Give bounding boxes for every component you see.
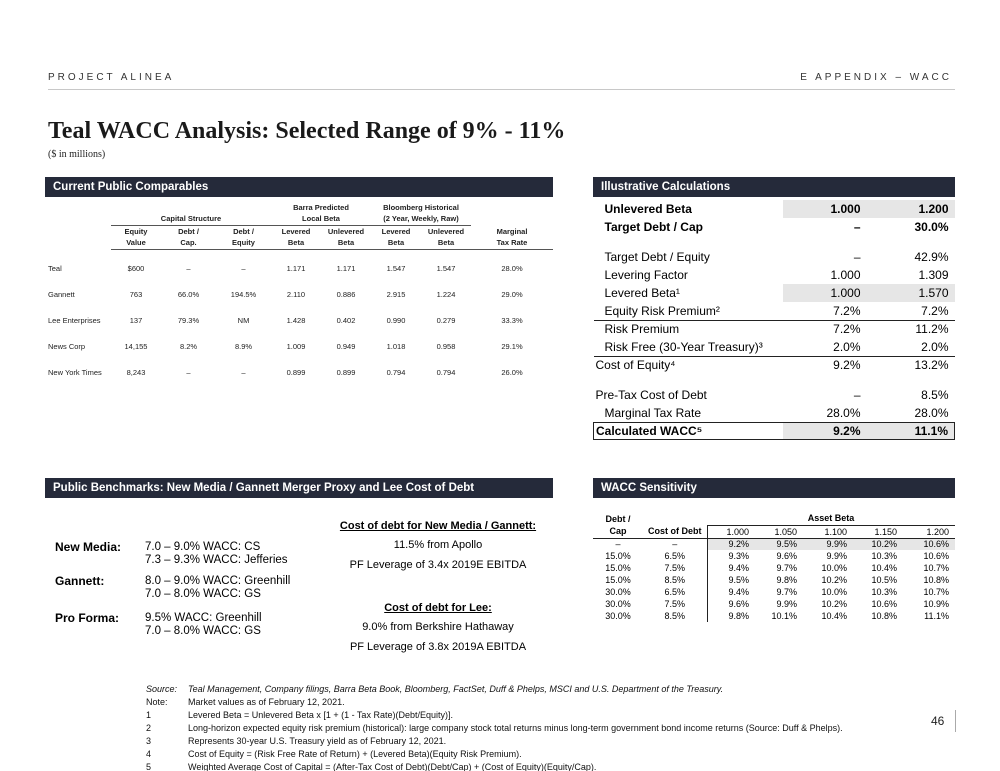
sens-wacc-value: 10.6% <box>903 538 955 550</box>
benchmark-line: 9.5% WACC: Greenhill <box>145 612 262 624</box>
comps-cell: 28.0% <box>501 263 523 273</box>
comps-cell: 66.0% <box>177 289 200 299</box>
calc-value: 11.2% <box>915 322 949 337</box>
benchmarks-section-bar: Public Benchmarks: New Media / Gannett Merger Proxy and Lee Cost of Debt <box>45 478 553 498</box>
calc-label: Risk Free (30-Year Treasury)³ <box>594 338 783 356</box>
col-header: Beta <box>371 237 421 249</box>
comps-cell: – <box>186 367 191 377</box>
footnote <box>146 761 843 771</box>
sensitivity-row <box>593 538 955 550</box>
page-number-divider <box>955 710 956 732</box>
footnote-key: 1 <box>146 710 152 720</box>
comps-cell: – <box>241 263 246 273</box>
comps-cell: – <box>241 367 246 377</box>
sens-cost-of-debt: – <box>643 538 707 550</box>
footnote <box>146 748 843 761</box>
page-title: Teal WACC Analysis: Selected Range of 9% - 11% <box>48 118 566 144</box>
page-number: 46 <box>931 714 945 728</box>
comps-cell: 763 <box>129 289 143 299</box>
sens-header-asset-beta: Asset Beta <box>707 512 955 525</box>
col-header: Cap. <box>161 237 216 249</box>
debt-lee-line: 9.0% from Berkshire Hathaway <box>362 621 514 633</box>
debt-newmedia-line: PF Leverage of 3.4x 2019E EBITDA <box>349 559 527 571</box>
sens-debt-cap: 30.0% <box>605 587 631 597</box>
comps-cell: 0.958 <box>436 341 456 351</box>
footnote-key: Note: <box>146 697 168 707</box>
comps-cell: 2.110 <box>286 289 306 299</box>
sens-debt-cap: 15.0% <box>605 563 631 573</box>
calc-value: – <box>853 220 861 234</box>
comps-cell: $600 <box>127 263 145 273</box>
wacc-value-high: 11.1% <box>865 422 955 439</box>
sens-wacc-value: 11.1% <box>924 611 949 621</box>
sens-header-debt: Debt / <box>605 513 631 524</box>
calc-value: 28.0% <box>826 405 861 420</box>
comps-cell: 0.279 <box>436 315 456 325</box>
footnote-text: Cost of Equity = (Risk Free Rate of Return) + (Levered Beta)(Equity Risk Premium). <box>188 749 522 759</box>
barra-subheader: Local Beta <box>271 213 371 225</box>
sens-header-cap: Cap <box>609 526 627 537</box>
comps-cell: 0.899 <box>286 367 306 377</box>
calc-label: Target Debt / Equity <box>604 250 710 264</box>
sens-wacc-value: 9.8% <box>707 610 755 622</box>
comps-cell: 0.794 <box>436 367 456 377</box>
comps-section-bar: Current Public Comparables <box>45 177 553 197</box>
comps-cell: 1.428 <box>286 315 306 325</box>
sens-wacc-value: 10.4% <box>821 611 847 621</box>
company-name: New York Times <box>48 367 102 377</box>
wacc-value-low: 9.2% <box>783 422 865 439</box>
col-header: Unlevered <box>327 226 365 236</box>
col-header: Levered <box>381 226 411 236</box>
calc-value: 1.570 <box>865 284 955 302</box>
sensitivity-section-bar: WACC Sensitivity <box>593 478 955 498</box>
sens-wacc-value: 10.4% <box>871 563 897 573</box>
comps-cell: 29.1% <box>501 341 523 351</box>
footnote-text: Teal Management, Company filings, Barra Beta Book, Bloomberg, FactSet, Duff & Phelps, MSCI and U.S. Department of the Treasury. <box>188 684 724 694</box>
comps-cell: – <box>186 263 191 273</box>
comps-row <box>45 333 553 359</box>
footnote <box>146 696 843 709</box>
calc-label: Levering Factor <box>604 268 688 282</box>
footnote <box>146 735 843 748</box>
comps-cell: 0.899 <box>336 367 356 377</box>
col-header: Marginal <box>496 226 528 236</box>
sens-wacc-value: 9.5% <box>755 538 803 550</box>
calc-value: 7.2% <box>833 322 861 337</box>
sens-beta-header: 1.100 <box>824 526 847 537</box>
comps-cell: 8.9% <box>234 341 253 351</box>
debt-lee-block <box>330 602 546 653</box>
comps-cell: 1.018 <box>386 341 406 351</box>
sens-beta-header: 1.200 <box>926 526 949 537</box>
sens-wacc-value: 10.3% <box>871 587 897 597</box>
calc-value: 42.9% <box>914 250 949 264</box>
calc-label: Equity Risk Premium² <box>594 302 783 320</box>
comps-row <box>45 281 553 307</box>
comps-cell: 0.990 <box>386 315 406 325</box>
debt-newmedia-heading: Cost of debt for New Media / Gannett: <box>339 520 537 532</box>
sens-debt-cap: 30.0% <box>605 611 631 621</box>
header-section-name: E APPENDIX – WACC <box>800 72 952 83</box>
footnote <box>146 709 843 722</box>
sens-wacc-value: 9.9% <box>776 599 797 609</box>
company-name: Teal <box>48 263 62 273</box>
benchmark-line: 7.3 – 9.3% WACC: Jefferies <box>145 554 288 566</box>
col-header: Tax Rate <box>471 237 553 249</box>
benchmark-line: 7.0 – 9.0% WACC: CS <box>145 541 261 553</box>
comps-cell: 79.3% <box>177 315 200 325</box>
bloomberg-subheader: (2 Year, Weekly, Raw) <box>371 213 471 225</box>
capital-structure-header: Capital Structure <box>111 213 271 225</box>
calc-label: Unlevered Beta <box>604 202 692 216</box>
calc-value: – <box>853 250 861 264</box>
comps-cell: 1.547 <box>386 263 406 273</box>
benchmark-line: 7.0 – 8.0% WACC: GS <box>145 625 261 637</box>
sens-wacc-value: 10.2% <box>821 599 847 609</box>
header-project-name: PROJECT ALINEA <box>48 72 175 83</box>
footnote <box>146 683 843 696</box>
comps-cell: 137 <box>129 315 143 325</box>
col-header: Equity <box>216 237 271 249</box>
sens-wacc-value: 10.1% <box>771 611 797 621</box>
debt-lee-line: PF Leverage of 3.8x 2019A EBITDA <box>349 641 527 653</box>
footnote-key: 3 <box>146 736 152 746</box>
sens-wacc-value: 10.7% <box>923 563 949 573</box>
comps-cell: 0.402 <box>336 315 356 325</box>
sens-beta-header: 1.150 <box>874 526 897 537</box>
calc-value: 7.2% <box>783 302 865 320</box>
calc-value: 1.200 <box>865 200 955 218</box>
calc-value: 1.000 <box>783 284 865 302</box>
col-header: Debt / <box>233 226 254 236</box>
benchmark-label-pro-forma: Pro Forma: <box>55 611 120 625</box>
benchmark-line: 7.0 – 8.0% WACC: GS <box>145 588 261 600</box>
col-header: Beta <box>321 237 371 249</box>
sens-debt-cap: 30.0% <box>605 599 631 609</box>
sens-wacc-value: 10.7% <box>923 587 949 597</box>
comps-cell: 0.949 <box>336 341 356 351</box>
sens-wacc-value: 9.7% <box>776 587 797 597</box>
sens-debt-cap: 15.0% <box>605 551 631 561</box>
sens-wacc-value: 9.9% <box>826 551 847 561</box>
calc-label: Risk Premium <box>604 322 680 337</box>
comps-cell: 0.794 <box>386 367 406 377</box>
comps-cell: 33.3% <box>501 315 523 325</box>
footnote-key: 5 <box>146 762 152 771</box>
sens-cost-of-debt: 8.5% <box>664 575 685 585</box>
comps-cell: 194.5% <box>230 289 257 299</box>
comps-cell: 14,155 <box>124 341 148 351</box>
wacc-label: Calculated WACC⁵ <box>594 422 783 439</box>
sens-wacc-value: 9.2% <box>707 538 755 550</box>
comps-cell: 8.2% <box>179 341 198 351</box>
col-header: Unlevered <box>427 226 465 236</box>
calc-label: Levered Beta¹ <box>604 286 680 300</box>
sens-debt-cap: – <box>593 538 643 550</box>
footnote <box>146 722 843 735</box>
sens-wacc-value: 10.0% <box>821 563 847 573</box>
sens-wacc-value: 10.2% <box>821 575 847 585</box>
footnote-text: Represents 30-year U.S. Treasury yield as of February 12, 2021. <box>188 736 447 746</box>
calc-value: 1.000 <box>783 200 865 218</box>
benchmark-text-new-media <box>145 541 288 567</box>
benchmark-label-gannett: Gannett: <box>55 574 105 588</box>
calc-value: 2.0% <box>783 338 865 356</box>
calc-label: Pre-Tax Cost of Debt <box>595 388 707 402</box>
sens-wacc-value: 10.0% <box>821 587 847 597</box>
calc-value: 1.000 <box>830 268 861 282</box>
sens-wacc-value: 9.4% <box>707 562 755 574</box>
sens-wacc-value: 9.9% <box>803 538 853 550</box>
footnote-text: Levered Beta = Unlevered Beta x [1 + (1 - Tax Rate)(Debt/Equity)]. <box>188 710 453 720</box>
col-header: Value <box>111 237 161 249</box>
sensitivity-row <box>593 586 955 598</box>
company-name: Lee Enterprises <box>48 315 101 325</box>
sens-header-cost: Cost of Debt <box>648 526 702 537</box>
sens-wacc-value: 10.2% <box>853 538 903 550</box>
calc-value: 2.0% <box>865 338 955 356</box>
sens-wacc-value: 9.8% <box>776 575 797 585</box>
sens-wacc-value: 10.6% <box>871 599 897 609</box>
debt-lee-heading: Cost of debt for Lee: <box>384 602 492 614</box>
comps-row <box>45 359 553 385</box>
comps-cell: 26.0% <box>501 367 523 377</box>
barra-header: Barra Predicted <box>293 202 349 212</box>
col-header: Beta <box>421 237 471 249</box>
col-header: Beta <box>271 237 321 249</box>
calcs-section-bar: Illustrative Calculations <box>593 177 955 197</box>
comps-table <box>45 201 553 385</box>
sens-wacc-value: 9.6% <box>776 551 797 561</box>
calc-value: – <box>853 388 861 402</box>
sens-cost-of-debt: 7.5% <box>664 599 685 609</box>
header-divider <box>48 89 955 90</box>
footnote-text: Market values as of February 12, 2021. <box>188 697 345 707</box>
sens-cost-of-debt: 7.5% <box>664 563 685 573</box>
comps-cell: 1.547 <box>436 263 456 273</box>
calc-value: 30.0% <box>914 220 949 234</box>
calc-value: 8.5% <box>921 388 949 402</box>
debt-newmedia-line: 11.5% from Apollo <box>393 539 483 551</box>
sens-cost-of-debt: 6.5% <box>664 551 685 561</box>
page-subtitle: ($ in millions) <box>48 149 106 160</box>
footnote-text: Weighted Average Cost of Capital = (After-Tax Cost of Debt)(Debt/Cap) + (Cost of Equity)(Equity/Cap). <box>188 762 597 771</box>
sens-cost-of-debt: 6.5% <box>664 587 685 597</box>
sens-wacc-value: 9.7% <box>776 563 797 573</box>
sensitivity-row <box>593 598 955 610</box>
sens-wacc-value: 10.5% <box>871 575 897 585</box>
comps-cell: 1.224 <box>436 289 456 299</box>
comps-cell: NM <box>237 315 250 325</box>
comps-cell: 1.171 <box>336 263 356 273</box>
company-name: News Corp <box>48 341 86 351</box>
footnote-text: Long-horizon expected equity risk premium (historical): large company stock total returns minus long-term government bond income returns (Source: Duff & Phelps). <box>188 723 843 733</box>
comps-cell: 1.171 <box>286 263 306 273</box>
calc-label: Cost of Equity⁴ <box>595 358 676 373</box>
calc-label: Target Debt / Cap <box>604 220 703 234</box>
sensitivity-table <box>593 512 955 622</box>
comps-cell: 1.009 <box>286 341 306 351</box>
sens-wacc-value: 10.8% <box>923 575 949 585</box>
sensitivity-row <box>593 574 955 586</box>
col-header: Debt / <box>178 226 199 236</box>
col-header: Equity <box>124 226 148 236</box>
bloomberg-header: Bloomberg Historical <box>383 202 459 212</box>
calc-value: 9.2% <box>833 358 861 373</box>
calcs-table <box>593 200 955 440</box>
sensitivity-row <box>593 562 955 574</box>
col-header: Levered <box>281 226 311 236</box>
comps-cell: 0.886 <box>336 289 356 299</box>
company-name: Gannett <box>48 289 75 299</box>
sensitivity-row <box>593 610 955 622</box>
sensitivity-row <box>593 550 955 562</box>
sens-wacc-value: 10.6% <box>923 551 949 561</box>
calc-value: 28.0% <box>914 405 949 420</box>
benchmark-label-new-media: New Media: <box>55 540 122 554</box>
footnote-key: 2 <box>146 723 152 733</box>
sens-beta-header: 1.000 <box>707 525 755 538</box>
sens-debt-cap: 15.0% <box>605 575 631 585</box>
benchmark-text-pro-forma <box>145 612 262 638</box>
sens-cost-of-debt: 8.5% <box>664 611 685 621</box>
comps-row <box>45 307 553 333</box>
benchmark-text-gannett <box>145 575 290 601</box>
comps-row <box>45 255 553 281</box>
comps-cell: 8,243 <box>126 367 146 377</box>
footnotes <box>146 683 843 771</box>
comps-cell: 2.915 <box>386 289 406 299</box>
calc-label: Marginal Tax Rate <box>604 405 701 420</box>
sens-wacc-value: 9.5% <box>707 574 755 586</box>
debt-newmedia-block <box>330 520 546 571</box>
footnote-key: 4 <box>146 749 152 759</box>
comps-cell: 29.0% <box>501 289 523 299</box>
sens-wacc-value: 9.4% <box>707 586 755 598</box>
calc-value: 13.2% <box>914 358 949 373</box>
sens-wacc-value: 10.3% <box>871 551 897 561</box>
sens-wacc-value: 9.6% <box>707 598 755 610</box>
sens-wacc-value: 10.8% <box>871 611 897 621</box>
calc-value: 7.2% <box>865 302 955 320</box>
footnote-key: Source: <box>146 684 178 694</box>
calc-value: 1.309 <box>918 268 949 282</box>
sens-beta-header: 1.050 <box>774 526 797 537</box>
sens-wacc-value: 10.9% <box>923 599 949 609</box>
benchmark-line: 8.0 – 9.0% WACC: Greenhill <box>145 575 291 587</box>
sens-wacc-value: 9.3% <box>707 550 755 562</box>
